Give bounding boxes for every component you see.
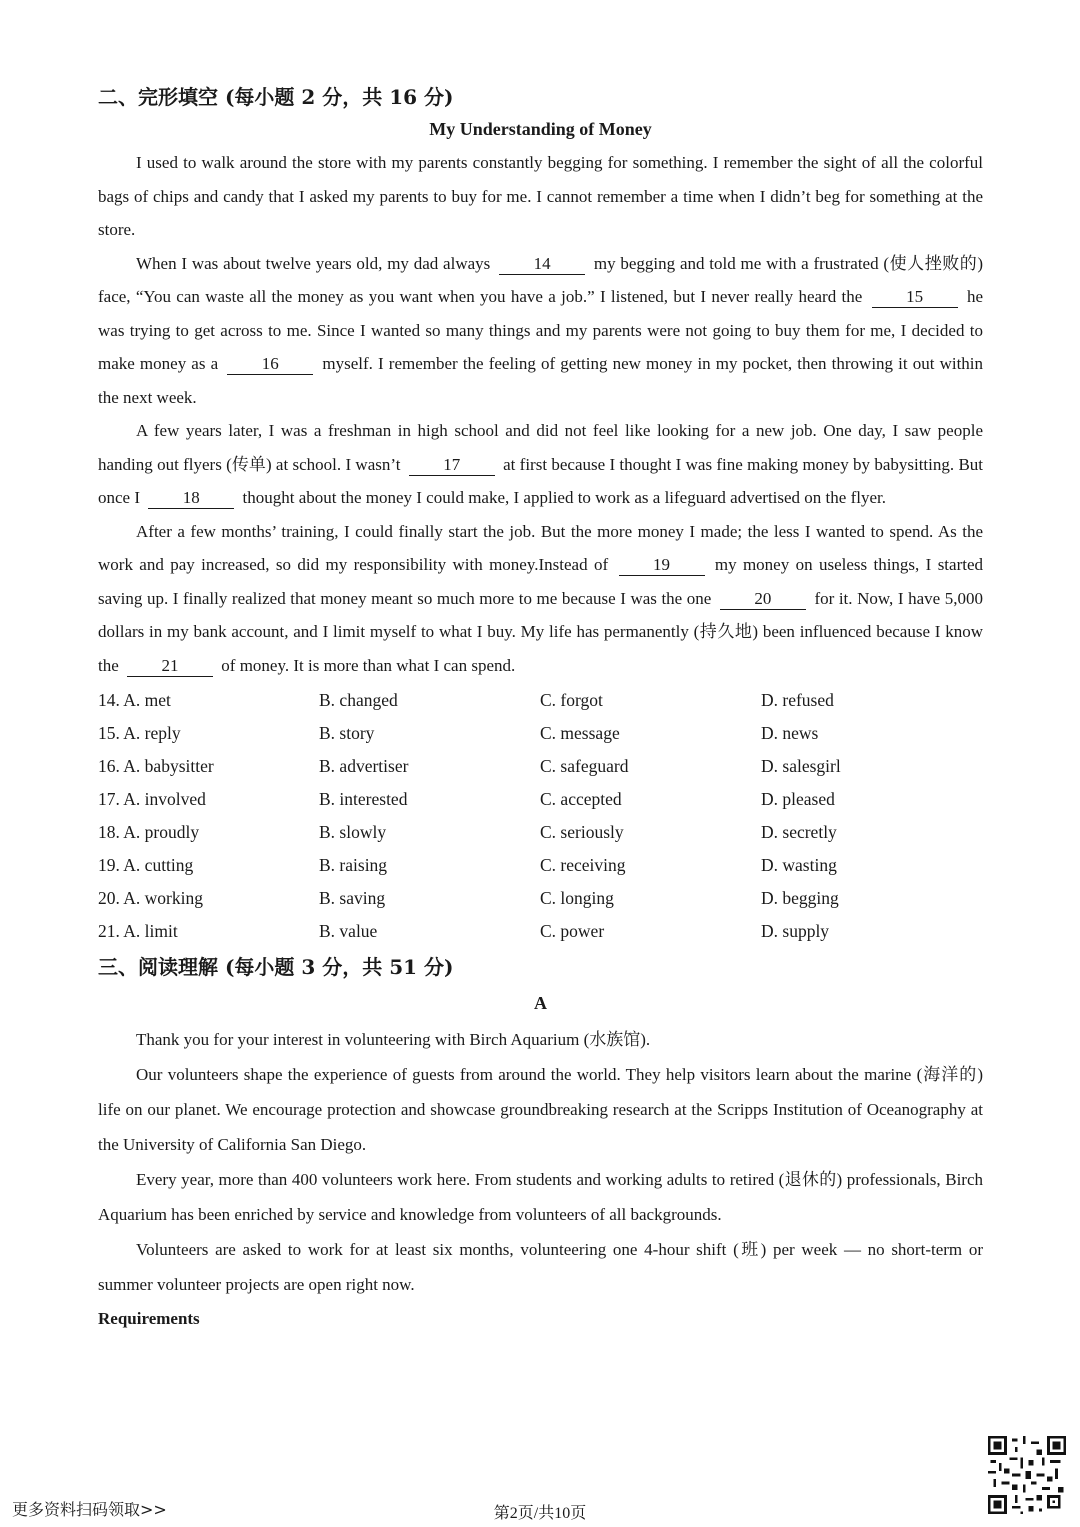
qr-code-icon[interactable] bbox=[988, 1436, 1066, 1514]
option-row-19: 19. A. cutting B. raising C. receiving D. wasting bbox=[98, 855, 837, 875]
option-row-14: 14. A. met B. changed C. forgot D. refused bbox=[98, 690, 834, 710]
paragraph: Our volunteers shape the experience of guests from around the world. They help visitors learn about the marine (海洋的) life on our planet. We encourage protection and showcase groundbreaking research at the Scripps Institution of Oceanography at the University of California San Diego. bbox=[98, 1065, 983, 1154]
blank-21: 21 bbox=[127, 656, 213, 677]
paragraph: Thank you for your interest in volunteering with Birch Aquarium (水族馆). bbox=[136, 1030, 651, 1049]
section-heading-reading: 三、阅读理解 (每小题 3 分，共 51 分) bbox=[98, 955, 454, 979]
option-row-21: 21. A. limit B. value C. power D. supply bbox=[98, 921, 830, 941]
option-row-17: 17. A. involved B. interested C. accepted D. pleased bbox=[98, 789, 835, 809]
page-number: 第2页/共10页 bbox=[493, 1505, 587, 1522]
blank-15: 15 bbox=[872, 287, 958, 308]
options-list bbox=[98, 684, 983, 948]
requirements-heading: Requirements bbox=[98, 1309, 200, 1328]
paragraph: When I was about twelve years old, my dad always 14 my begging and told me with a frustrated (使人挫败的) face, “You can waste all the money as you want when you have a job.” I listened, but I never really heard the 15 he was trying to get across to me. Since I wanted so many things and my parents were not going to buy them for me, I decided to make money as a 16 myself. I remember the feeling of getting new money in my pocket, then throwing it out within the next week. bbox=[98, 253, 984, 407]
blank-18: 18 bbox=[148, 488, 234, 509]
option-row-18: 18. A. proudly B. slowly C. seriously D. secretly bbox=[98, 822, 837, 842]
option-row-15: 15. A. reply B. story C. message D. news bbox=[98, 723, 819, 743]
blank-19: 19 bbox=[619, 555, 705, 576]
paragraph: A few years later, I was a freshman in high school and did not feel like looking for a new job. One day, I saw people handing out flyers (传单) at school. I wasn’t 17 at first because I thought I was fine making money by babysitting. But once I 18 thought about the money I could make, I applied to work as a lifeguard advertised on the flyer. bbox=[98, 421, 984, 507]
option-row-16: 16. A. babysitter B. advertiser C. safeguard D. salesgirl bbox=[98, 756, 841, 776]
blank-16: 16 bbox=[227, 354, 313, 375]
paragraph: Every year, more than 400 volunteers work here. From students and working adults to retired (退休的) professionals, Birch Aquarium has been enriched by service and knowledge from volunteers of all backgrounds. bbox=[98, 1170, 983, 1224]
blank-20: 20 bbox=[720, 589, 806, 610]
exam-page bbox=[98, 78, 983, 1336]
footer-promo-text: 更多资料扫码领取>> bbox=[12, 1500, 167, 1519]
passage-title: My Understanding of Money bbox=[429, 119, 652, 139]
option-row-20: 20. A. working B. saving C. longing D. begging bbox=[98, 888, 839, 908]
paragraph: I used to walk around the store with my parents constantly begging for something. I remember the sight of all the colorful bags of chips and candy that I asked my parents to buy for me. I cannot remember a time when I didn’t beg for something at the store. bbox=[98, 153, 983, 239]
blank-17: 17 bbox=[409, 455, 495, 476]
section-heading-cloze: 二、完形填空 (每小题 2 分，共 16 分) bbox=[98, 85, 454, 109]
blank-14: 14 bbox=[499, 254, 585, 275]
paragraph: After a few months’ training, I could finally start the job. But the more money I made; the less I wanted to spend. As the work and pay increased, so did my responsibility with money.Instead of 19 my money on useless things, I started saving up. I finally realized that money meant so much more to me because I was the one 20 for it. Now, I have 5,000 dollars in my bank account, and I limit myself to what I buy. My life has permanently (持久地) been influenced because I know the 21 of money. It is more than what I can spend. bbox=[98, 521, 984, 675]
paragraph: Volunteers are asked to work for at least six months, volunteering one 4-hour shift (班) per week — no short-term or summer volunteer projects are open right now. bbox=[98, 1240, 983, 1294]
passage-letter: A bbox=[534, 993, 547, 1013]
